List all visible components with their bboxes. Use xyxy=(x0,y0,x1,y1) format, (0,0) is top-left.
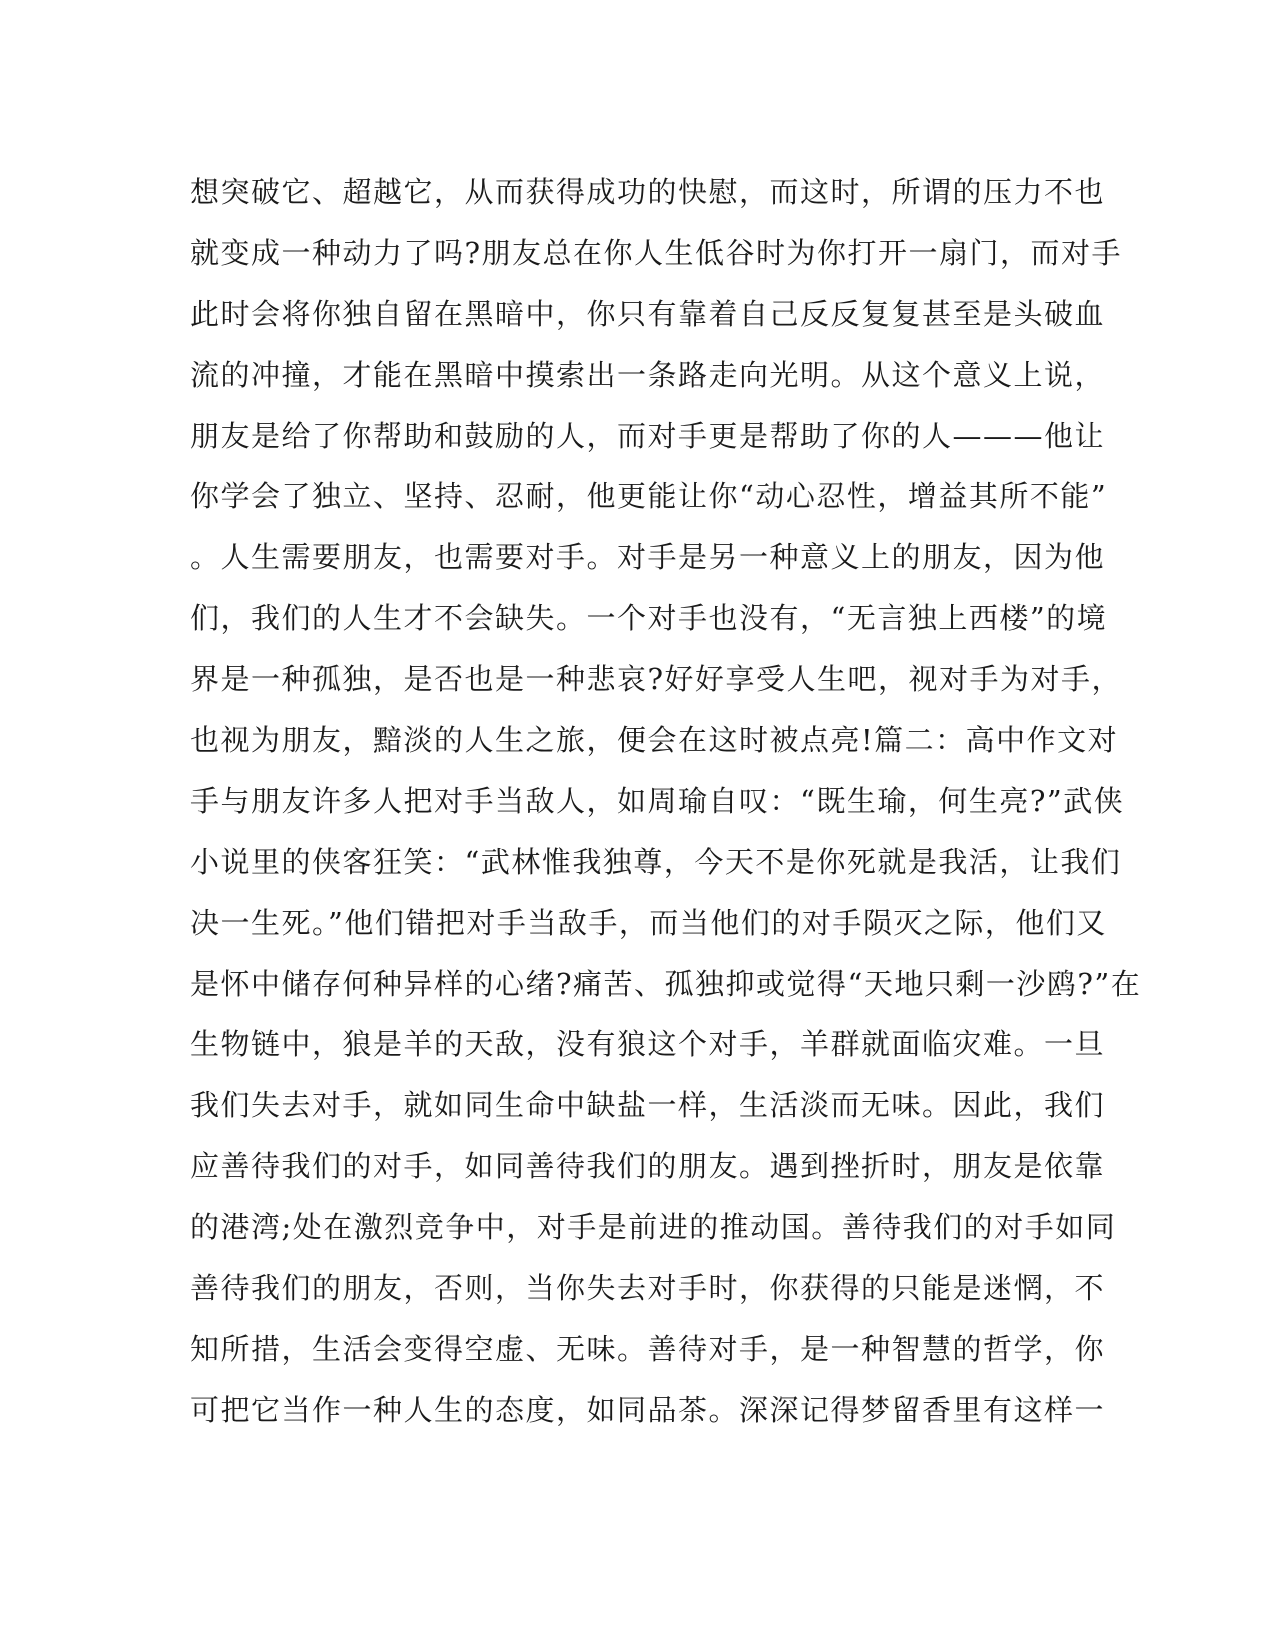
body-text xyxy=(190,162,1142,1441)
text-line: 决一生死。”他们错把对手当敌手，而当他们的对手陨灭之际，他们又 xyxy=(190,905,1107,940)
text-line: 朋友是给了你帮助和鼓励的人，而对手更是帮助了你的人———他让 xyxy=(190,418,1106,453)
text-line: 知所措，生活会变得空虚、无味。善待对手，是一种智慧的哲学，你 xyxy=(190,1331,1106,1366)
text-line: 你学会了独立、坚持、忍耐，他更能让你“动心忍性，增益其所不能” xyxy=(190,479,1108,514)
text-line: 我们失去对手，就如同生命中缺盐一样，生活淡而无味。因此，我们 xyxy=(190,1088,1106,1123)
text-line: 。人生需要朋友，也需要对手。对手是另一种意义上的朋友，因为他 xyxy=(190,540,1106,575)
text-line: 是怀中储存何种异样的心绪?痛苦、孤独抑或觉得“天地只剩一沙鸥?”在 xyxy=(190,966,1142,1001)
text-line: 小说里的侠客狂笑：“武林惟我独尊，今天不是你死就是我活，让我们 xyxy=(190,844,1122,879)
text-line: 此时会将你独自留在黑暗中，你只有靠着自己反反复复甚至是头破血 xyxy=(190,296,1106,331)
text-line: 生物链中，狼是羊的天敌，没有狼这个对手，羊群就面临灾难。一旦 xyxy=(190,1027,1106,1062)
text-line: 善待我们的朋友，否则，当你失去对手时，你获得的只能是迷惘，不 xyxy=(190,1271,1106,1306)
text-line: 的港湾;处在激烈竞争中，对手是前进的推动国。善待我们的对手如同 xyxy=(190,1210,1117,1245)
text-line: 想突破它、超越它，从而获得成功的快慰，而这时，所谓的压力不也 xyxy=(190,175,1106,209)
text-line: 们，我们的人生才不会缺失。一个对手也没有，“无言独上西楼”的境 xyxy=(190,601,1108,636)
text-line: 应善待我们的对手，如同善待我们的朋友。遇到挫折时，朋友是依靠 xyxy=(190,1149,1106,1184)
text-line: 也视为朋友，黯淡的人生之旅，便会在这时被点亮!篇二：高中作文对 xyxy=(190,723,1119,758)
text-line: 可把它当作一种人生的态度，如同品茶。深深记得梦留香里有这样一 xyxy=(190,1392,1106,1427)
text-line: 手与朋友许多人把对手当敌人，如周瑜自叹：“既生瑜，何生亮?”武侠 xyxy=(190,783,1125,818)
text-line: 界是一种孤独，是否也是一种悲哀?好好享受人生吧，视对手为对手， xyxy=(190,662,1123,697)
text-line: 就变成一种动力了吗?朋友总在你人生低谷时为你打开一扇门，而对手 xyxy=(190,235,1123,270)
text-line: 流的冲撞，才能在黑暗中摸索出一条路走向光明。从这个意义上说， xyxy=(190,357,1106,392)
